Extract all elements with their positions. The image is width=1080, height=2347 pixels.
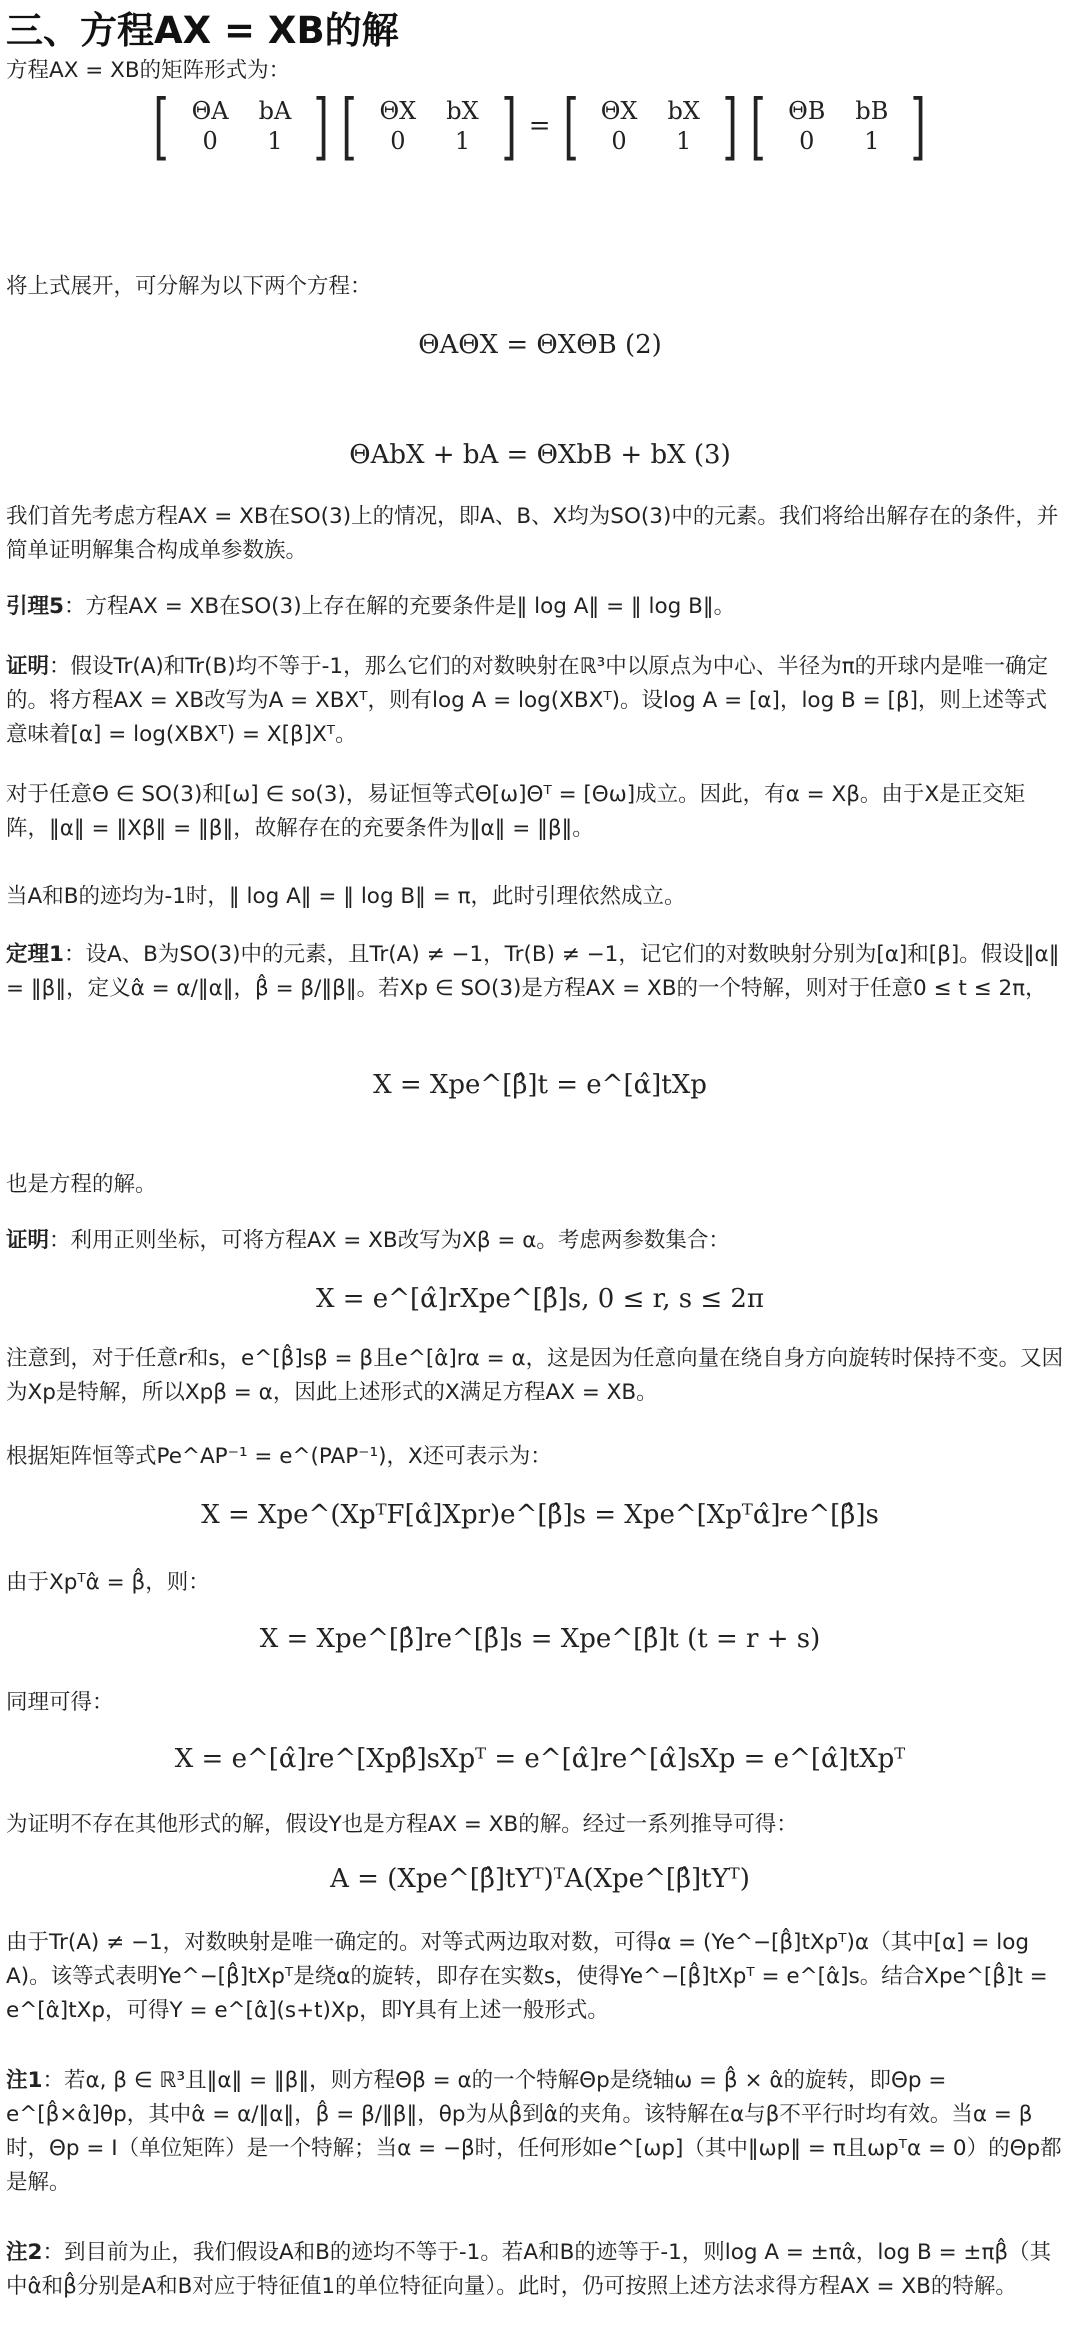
paragraph-so3: 我们首先考虑方程AX = XB在SO(3)上的情况，即A、B、X均为SO(3)中的元素。我们将给出解存在的条件，并简单证明解集合构成单参数族。 bbox=[6, 504, 1059, 563]
paragraph-similarly: 同理可得： bbox=[6, 1690, 114, 1715]
equation-3: ΘAbX + bA = ΘXbB + bX (3) bbox=[349, 440, 731, 470]
proof-2 bbox=[6, 1224, 1066, 1258]
two-param-set-equation: X = e^[α̂]rXpe^[β̂]s, 0 ≤ r, s ≤ 2π bbox=[315, 1284, 765, 1314]
matrix-x-right bbox=[585, 95, 716, 157]
note-1 bbox=[6, 2064, 1066, 2200]
paragraph-trace: 当A和B的迹均为-1时，‖ log A‖ = ‖ log B‖ = π，此时引理依然成立。 bbox=[6, 884, 686, 909]
matrix-cell: 1 bbox=[454, 127, 471, 155]
y-equation: A = (Xpe^[β̂]tYᵀ)ᵀA(Xpe^[β̂]tYᵀ) bbox=[330, 1864, 750, 1894]
matrix-cell: 0 bbox=[611, 127, 627, 155]
representation-equation: X = Xpe^(XpᵀF[α̂]Xpr)e^[β̂]s = Xpe^[Xpᵀα̂]re^[β̂]s bbox=[201, 1500, 879, 1530]
note-text: ：到目前为止，我们假设A和B的迹均不等于-1。若A和B的迹等于-1，则log A = ±πα̂，log B = ±πβ̂（其中α̂和β̂分别是A和B对应于特征值1的单位特征向量）。此时，仍可按照上述方法求得方程AX = XB的特解。 bbox=[6, 2240, 1052, 2299]
theorem-text: ：设A、B为SO(3)中的元素，且Tr(A) ≠ −1，Tr(B) ≠ −1，记它们的对数映射分别为[α]和[β]。假设‖α‖ = ‖β‖，定义α̂ = α/‖α‖，β̂ = β/‖β‖。若Xp ∈ SO(3)是方程AX = XB的一个特解，则对于任意0 ≤ t ≤ 2π， bbox=[6, 942, 1060, 1001]
t-equation: X = Xpe^[β̂]re^[β̂]s = Xpe^[β̂]t (t = r + s) bbox=[259, 1624, 821, 1654]
similar-equation: X = e^[α̂]re^[Xpβ̂]sXpᵀ = e^[α̂]re^[α̂]sXp = e^[α̂]tXpᵀ bbox=[174, 1744, 906, 1774]
matrix-cell: bX bbox=[667, 97, 700, 125]
also-solution-text: 也是方程的解。 bbox=[6, 1172, 157, 1197]
matrix-cell: bA bbox=[258, 97, 292, 125]
paragraph-log: 由于Tr(A) ≠ −1，对数映射是唯一确定的。对等式两边取对数，可得α = (Ye^−[β̂]tXpᵀ)α（其中[α] = log A)。该等式表明Ye^−[β̂]tXpᵀ是绕α的旋转，即存在实数s，使得Ye^−[β̂]tXpᵀ = e^[α̂]s。结合Xpe^[β̂]t = e^[α̂]tXp，可得Y = e^[α̂](s+t)Xp，即Y具有上述一般形式。 bbox=[6, 1930, 1048, 2023]
equation-2: ΘAΘX = ΘXΘB (2) bbox=[418, 330, 662, 360]
theorem-equation: X = Xpe^[β̂]t = e^[α̂]tXp bbox=[373, 1070, 707, 1100]
matrix-b bbox=[772, 95, 904, 157]
paragraph-identity: 对于任意Θ ∈ SO(3)和[ω] ∈ so(3)，易证恒等式Θ[ω]Θᵀ = [Θω]成立。因此，有α = Xβ。由于X是正交矩阵，‖α‖ = ‖Xβ‖ = ‖β‖，故解存在的充要条件为‖α‖ = ‖β‖。 bbox=[6, 782, 1026, 841]
matrix-a bbox=[176, 95, 308, 157]
note-label: 注2 bbox=[6, 2240, 43, 2265]
proof-text: ：假设Tr(A)和Tr(B)均不等于-1，那么它们的对数映射在ℝ³中以原点为中心、半径为π的开球内是唯一确定的。将方程AX = XB改写为A = XBXᵀ，则有log A = log(XBXᵀ)。设log A = [α]，log B = [β]，则上述等式意味着[α] = log(XBXᵀ) = X[β]Xᵀ。 bbox=[6, 654, 1049, 747]
paragraph-uniqueness: 为证明不存在其他形式的解，假设Y也是方程AX = XB的解。经过一系列推导可得： bbox=[6, 1812, 798, 1837]
expand-text: 将上式展开，可分解为以下两个方程： bbox=[6, 274, 372, 299]
matrix-x-left bbox=[363, 95, 494, 157]
note-2 bbox=[6, 2236, 1066, 2304]
theorem-1 bbox=[6, 938, 1066, 1006]
matrix-equation: [ ΘA bA 0 1 ] [ ΘX bX 0 1 ] = [ ΘX bX 0 1 ] [ ΘB bB 0 1 ] bbox=[153, 84, 927, 168]
matrix-cell: ΘA bbox=[191, 97, 229, 125]
note-text: ：若α, β ∈ ℝ³且‖α‖ = ‖β‖，则方程Θβ = α的一个特解Θp是绕轴ω = β̂ × α̂的旋转，即Θp = e^[β̂×α̂]θp，其中α̂ = α/‖α‖，β̂ = β/‖β‖，θp为从β̂到α̂的夹角。该特解在α与β不平行时均有效。当α = β时，Θp = I（单位矩阵）是一个特解；当α = −β时，任何形如e^[ωp]（其中‖ωp‖ = π且ωpᵀα = 0）的Θp都是解。 bbox=[6, 2068, 1062, 2195]
matrix-cell: 0 bbox=[799, 127, 815, 155]
matrix-cell: bX bbox=[446, 97, 479, 125]
matrix-cell: 1 bbox=[864, 127, 880, 155]
matrix-cell: bB bbox=[855, 97, 889, 125]
proof-label: 证明 bbox=[6, 1228, 50, 1253]
proof-1 bbox=[6, 650, 1066, 752]
section-heading: 三、方程AX = XB的解 bbox=[6, 9, 399, 52]
proof-label: 证明 bbox=[6, 654, 50, 679]
note-label: 注1 bbox=[6, 2068, 43, 2093]
matrix-cell: 1 bbox=[267, 127, 283, 155]
paragraph-notice: 注意到，对于任意r和s，e^[β̂]sβ = β且e^[α̂]rα = α，这是因为任意向量在绕自身方向旋转时保持不变。又因为Xp是特解，所以Xpβ = α，因此上述形式的X满足方程AX = XB。 bbox=[6, 1346, 1064, 1405]
paragraph-matrix-identity: 根据矩阵恒等式Pe^AP⁻¹ = e^(PAP⁻¹)，X还可表示为： bbox=[6, 1444, 552, 1469]
matrix-cell: ΘB bbox=[788, 97, 826, 125]
paragraph-since: 由于Xpᵀα̂ = β̂，则： bbox=[6, 1570, 210, 1595]
lemma-5 bbox=[6, 590, 1066, 624]
matrix-cell: 0 bbox=[390, 127, 406, 155]
lemma-text: ：方程AX = XB在SO(3)上存在解的充要条件是‖ log A‖ = ‖ log B‖。 bbox=[63, 594, 736, 619]
matrix-cell: 1 bbox=[676, 127, 692, 155]
theorem-label: 定理1 bbox=[6, 942, 64, 967]
lemma-label: 引理5 bbox=[6, 594, 64, 619]
matrix-cell: ΘX bbox=[600, 97, 638, 125]
equals-sign: = bbox=[528, 111, 551, 141]
proof-text: ：利用正则坐标，可将方程AX = XB改写为Xβ = α。考虑两参数集合： bbox=[49, 1228, 730, 1253]
matrix-cell: 0 bbox=[202, 127, 218, 155]
matrix-cell: ΘX bbox=[379, 97, 417, 125]
intro-text: 方程AX = XB的矩阵形式为： bbox=[6, 58, 291, 83]
